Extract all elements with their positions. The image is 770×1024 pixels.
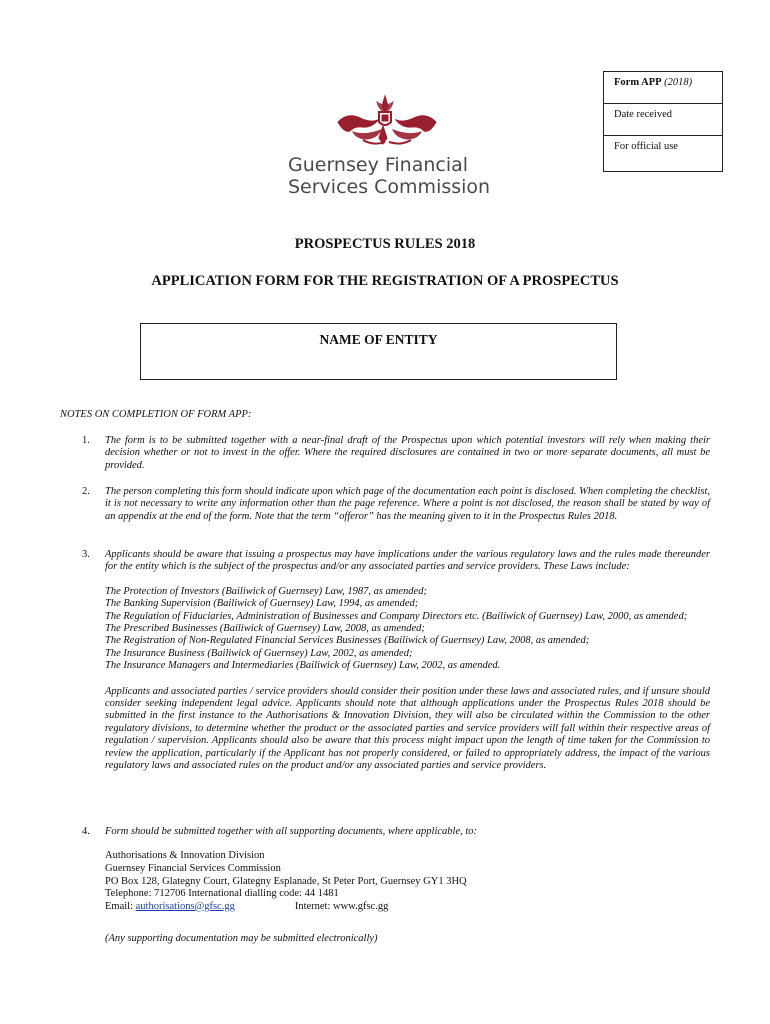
internet-text: Internet: www.gfsc.gg (294, 900, 389, 912)
note-2-number: 2. (82, 486, 90, 497)
email-label: Email: (105, 900, 136, 912)
note-3-number: 3. (82, 549, 90, 560)
note-3-text: Applicants should be aware that issuing a prospectus may have implications under the various regulatory laws and the rules made thereunder for the entity which is the subject of the prospectus and/or any associated parties and service providers. These Laws include: (105, 549, 710, 573)
note-1 (60, 435, 710, 472)
law-item: The Protection of Investors (Bailiwick of Guernsey) Law, 1987, as amended; (105, 585, 427, 597)
page-subtitle: APPLICATION FORM FOR THE REGISTRATION OF A PROSPECTUS (151, 273, 619, 289)
submission-address (105, 850, 710, 913)
form-year: (2018) (664, 77, 693, 88)
note-3 (60, 549, 710, 773)
entity-name-box[interactable] (140, 323, 617, 380)
note-3-paragraph-2: Applicants and associated parties / service providers should consider their position under these laws and associated rules, and if unsure should consider seeking independent legal advice. Applicants should note that although applications under the Prospectus Rules 2018 should be submitted in the first instance to the Authorisations & Innovation Division, they will also be circulated within the Commission to the other regulatory divisions, to determine whether the product or the associated parties and service providers will fall within their respective areas of regulation / supervision. Applicants should also be aware that this process might impact upon the length of time taken for the Commission to review the application, particularly if the Applicant has not properly considered, or failed to appropriately address, the impact of the various regulatory laws and associated rules on the product and/or any associated parties and service providers. (105, 685, 710, 772)
law-item: The Regulation of Fiduciaries, Administration of Businesses and Company Directors etc. (Bailiwick of Guernsey) Law, 2000, as amended; (105, 610, 688, 622)
entity-name-label: NAME OF ENTITY (319, 332, 438, 347)
laws-list (105, 586, 710, 673)
logo-line-2: Services Commission (288, 176, 491, 198)
law-item: The Banking Supervision (Bailiwick of Guernsey) Law, 1994, as amended; (105, 598, 419, 610)
official-use-row[interactable] (604, 136, 722, 168)
address-line-1: Authorisations & Innovation Division (105, 850, 265, 862)
gfsc-logo (288, 94, 491, 200)
law-item: The Prescribed Businesses (Bailiwick of Guernsey) Law, 2008, as amended; (105, 623, 425, 635)
date-received-label: Date received (614, 109, 673, 120)
address-line-2: Guernsey Financial Services Commission (105, 863, 281, 874)
final-note: (Any supporting documentation may be submitted electronically) (105, 933, 378, 944)
logo-line-1: Guernsey Financial (288, 154, 469, 176)
date-received-row[interactable] (604, 104, 722, 136)
contact-line (105, 901, 710, 914)
note-4-text: Form should be submitted together with all supporting documents, where applicable, to: (105, 826, 478, 837)
note-1-text: The form is to be submitted together with a near-final draft of the Prospectus upon which potential investors will rely when making their decision whether or not to invest in the offer. Where the required disclosures are contained in two or more separate documents, all must be provided. (105, 435, 710, 471)
note-4-number: 4. (82, 826, 90, 837)
form-app-row (604, 72, 722, 104)
logo-text (288, 154, 491, 198)
official-use-box (603, 71, 723, 172)
notes-heading: NOTES ON COMPLETION OF FORM APP: (60, 409, 252, 420)
note-2-text: The person completing this form should indicate upon which page of the documentation each point is disclosed. When completing the checklist, it is not necessary to write any information other than the page reference. Where a point is not disclosed, the reason shall be stated by way of an appendix at the end of the form. Note that the term “offeror” has the meaning given to it in the Prospectus Rules 2018. (105, 486, 710, 522)
form-label: Form APP (614, 77, 662, 88)
law-item: The Insurance Business (Bailiwick of Guernsey) Law, 2002, as amended; (105, 647, 413, 659)
law-item: The Registration of Non-Regulated Financial Services Businesses (Bailiwick of Guernsey) Law, 2008, as amended; (105, 635, 590, 647)
law-item: The Insurance Managers and Intermediaries (Bailiwick of Guernsey) Law, 2002, as amended. (105, 660, 501, 672)
address-line-3: PO Box 128, Glategny Court, Glategny Esplanade, St Peter Port, Guernsey GY1 3HQ (105, 875, 467, 887)
crest-icon (333, 94, 443, 150)
note-1-number: 1. (82, 435, 90, 446)
note-4 (60, 826, 710, 913)
page-title: PROSPECTUS RULES 2018 (294, 236, 476, 252)
address-line-4: Telephone: 712706 International dialling code: 44 1481 (105, 888, 339, 900)
note-2 (60, 486, 710, 523)
email-link[interactable]: authorisations@gfsc.gg (135, 900, 235, 912)
official-use-label: For official use (614, 141, 678, 152)
